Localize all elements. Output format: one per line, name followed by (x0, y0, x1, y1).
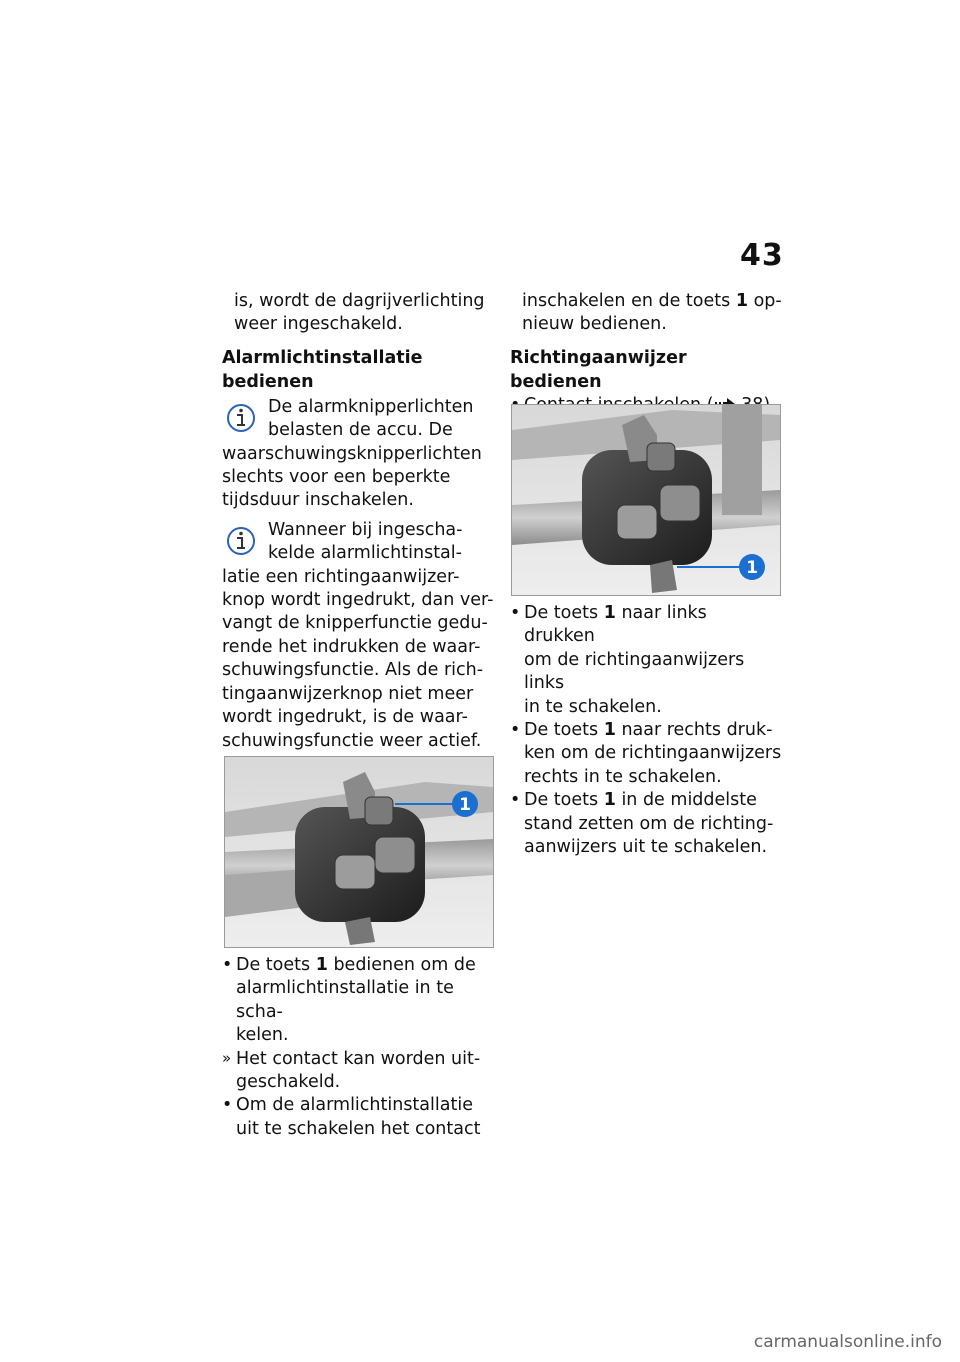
section-heading-hazard: Alarmlichtinstallatie bedienen (222, 347, 423, 392)
info-note-1: De alarmknipperlichten belasten de accu. De waarschuwingsknipperlichten slechts voor een beperkte tijdsduur inschakelen. (222, 396, 482, 511)
step-indicator-left: • De toets 1 naar links drukken om de richtingaanwijzers links in te schakelen. (510, 602, 782, 719)
left-column (222, 290, 494, 782)
left-column-bottom (222, 954, 494, 1141)
section-heading-indicators: Richtingaanwijzer bedienen (510, 347, 687, 392)
figure-callout: 1 (746, 558, 758, 578)
figure-callout: 1 (459, 795, 471, 815)
continued-text: inschakelen en de toets 1 op- nieuw bedienen. (522, 291, 782, 335)
step-indicator-right: • De toets 1 naar rechts druk- ken om de richtingaanwijzers rechts in te schakelen. (510, 719, 782, 789)
step-hazard-on: • De toets 1 bedienen om de alarmlichtinstallatie in te scha- kelen. (222, 954, 494, 1048)
result-note: » Het contact kan worden uit- geschakeld. (222, 1048, 494, 1095)
watermark: carmanualsonline.info (753, 1332, 942, 1352)
info-note-2: Wanneer bij ingescha- kelde alarmlichtinstal- latie een richtingaanwijzer- knop wordt ingedrukt, dan ver- vangt de knipperfunctie gedu- rende het indrukken de waar- schuwingsfunctie. Als de rich- tingaanwijzerknop niet meer wordt ingedrukt, is de waar- schuwingsfunctie weer actief. (222, 519, 494, 751)
figure-indicator-switch (511, 404, 781, 596)
step-indicator-off: • De toets 1 in de middelste stand zetten om de richting- aanwijzers uit te schakelen. (510, 789, 782, 859)
continued-text: is, wordt de dagrijverlichting weer ingeschakeld. (234, 291, 485, 335)
step-hazard-off: • Om de alarmlichtinstallatie uit te schakelen het contact (222, 1094, 494, 1141)
info-icon (226, 400, 256, 440)
info-icon (226, 523, 256, 563)
right-column (510, 290, 782, 417)
figure-hazard-switch (224, 756, 494, 948)
page-number: 43 (740, 238, 784, 273)
right-column-steps (510, 602, 782, 859)
